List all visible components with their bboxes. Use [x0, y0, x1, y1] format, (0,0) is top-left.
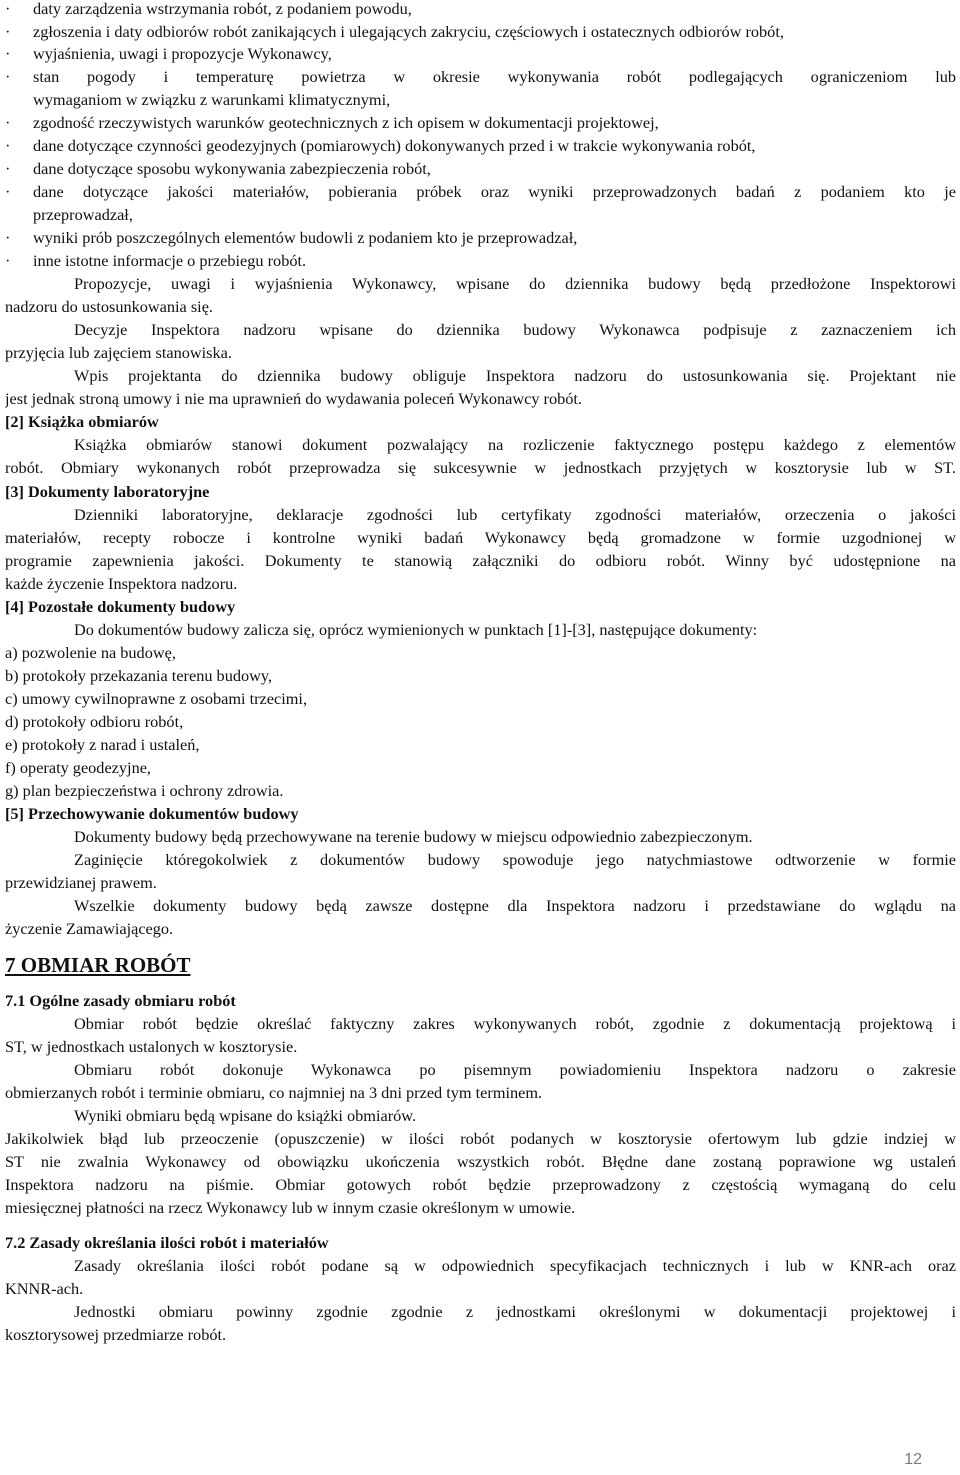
list-item: inne istotne informacje o przebiegu robót. — [33, 251, 307, 270]
paragraph-line: miesięcznej płatności na rzecz Wykonawcy lub w innym czasie określonym w umowie. — [5, 1198, 576, 1217]
paragraph-line: nadzoru do ustosunkowania się. — [5, 297, 213, 316]
paragraph-line: Wpis projektanta do dziennika budowy obliguje Inspektora nadzoru do ustosunkowania się. Projektant nie — [74, 366, 956, 385]
subsection-heading: 7.2 Zasady określania ilości robót i materiałów — [5, 1233, 329, 1252]
paragraph-line: przewidzianej prawem. — [5, 873, 157, 892]
page-number: 12 — [904, 1451, 922, 1468]
list-item-continuation: wymaganiom w związku z warunkami klimatycznymi, — [33, 90, 391, 109]
paragraph-line: KNNR-ach. — [5, 1279, 84, 1298]
bullet-marker: · — [5, 44, 11, 63]
bullet-marker: · — [5, 22, 11, 41]
bullet-marker: · — [5, 228, 11, 247]
section-heading: [5] Przechowywanie dokumentów budowy — [5, 804, 299, 823]
paragraph-line: Wyniki obmiaru będą wpisane do książki obmiarów. — [74, 1106, 417, 1125]
paragraph-line: życzenie Zamawiającego. — [5, 919, 174, 938]
paragraph-line: Inspektora nadzoru na piśmie. Obmiar gotowych robót będzie przeprowadzony z częstością wymaganą do celu — [5, 1175, 956, 1194]
list-item: dane dotyczące czynności geodezyjnych (pomiarowych) dokonywanych przed i w trakcie wykonywania robót, — [33, 136, 756, 155]
paragraph-line: Wszelkie dokumenty budowy będą zawsze dostępne dla Inspektora nadzoru i przedstawiane do wglądu na — [74, 896, 956, 915]
paragraph-line: Dokumenty budowy będą przechowywane na terenie budowy w miejscu odpowiednio zabezpieczonym. — [74, 827, 753, 846]
list-item: a) pozwolenie na budowę, — [5, 643, 176, 662]
paragraph-line: programie zapewnienia jakości. Dokumenty te stanowią załączniki do odbioru robót. Winny być udostępnione na — [5, 551, 956, 570]
list-item: dane dotyczące jakości materiałów, pobierania próbek oraz wyniki przeprowadzonych badań z podaniem kto je — [33, 182, 956, 201]
paragraph-line: robót. Obmiary wykonanych robót przeprowadza się sukcesywnie w jednostkach przyjętych w kosztorysie lub w ST. — [5, 458, 956, 477]
bullet-marker: · — [5, 159, 11, 178]
paragraph-line: Propozycje, uwagi i wyjaśnienia Wykonawcy, wpisane do dziennika budowy będą przedłożone Inspektorowi — [74, 274, 956, 293]
list-item: dane dotyczące sposobu wykonywania zabezpieczenia robót, — [33, 159, 431, 178]
bullet-marker: · — [5, 0, 11, 18]
list-item: zgłoszenia i daty odbiorów robót zanikających i ulegających zakryciu, częściowych i ostatecznych odbiorów robót, — [33, 22, 784, 41]
list-item: e) protokoły z narad i ustaleń, — [5, 735, 200, 754]
list-item: daty zarządzenia wstrzymania robót, z podaniem powodu, — [33, 0, 412, 18]
paragraph-line: Jakikolwiek błąd lub przeoczenie (opuszczenie) w ilości robót podanych w kosztorysie ofertowym lub gdzie indziej w — [5, 1129, 956, 1148]
section-heading: [2] Książka obmiarów — [5, 412, 159, 431]
list-item: stan pogody i temperaturę powietrza w okresie wykonywania robót podlegających ograniczeniom lub — [33, 67, 956, 86]
paragraph-line: ST nie zwalnia Wykonawcy od obowiązku ukończenia wszystkich robót. Błędne dane zostaną poprawione wg ustaleń — [5, 1152, 956, 1171]
paragraph-line: Zasady określania ilości robót podane są w odpowiednich specyfikacjach technicznych i lub w KNR-ach oraz — [74, 1256, 956, 1275]
list-item: wyjaśnienia, uwagi i propozycje Wykonawcy, — [33, 44, 332, 63]
list-item: zgodność rzeczywistych warunków geotechnicznych z ich opisem w dokumentacji projektowej, — [33, 113, 659, 132]
list-item: wyniki prób poszczególnych elementów budowli z podaniem kto je przeprowadzał, — [33, 228, 578, 247]
paragraph-line: Książka obmiarów stanowi dokument pozwalający na rozliczenie faktycznego postępu każdego z elementów — [74, 435, 956, 454]
list-item: d) protokoły odbioru robót, — [5, 712, 184, 731]
bullet-marker: · — [5, 251, 11, 270]
list-item-continuation: przeprowadzał, — [33, 205, 133, 224]
section-heading: [3] Dokumenty laboratoryjne — [5, 482, 210, 501]
paragraph-line: obmierzanych robót i terminie obmiaru, co najmniej na 3 dni przed tym terminem. — [5, 1083, 543, 1102]
paragraph-line: Dzienniki laboratoryjne, deklaracje zgodności lub certyfikaty zgodności materiałów, orzeczenia o jakości — [74, 505, 956, 524]
paragraph-line: Zaginięcie któregokolwiek z dokumentów budowy spowoduje jego natychmiastowe odtworzenie w formie — [74, 850, 956, 869]
list-item: c) umowy cywilnoprawne z osobami trzecimi, — [5, 689, 308, 708]
paragraph-line: jest jednak stroną umowy i nie ma uprawnień do wydawania poleceń Wykonawcy robót. — [5, 389, 582, 408]
paragraph-line: Decyzje Inspektora nadzoru wpisane do dziennika budowy Wykonawca podpisuje z zaznaczeniem ich — [74, 320, 956, 339]
paragraph-line: każde życzenie Inspektora nadzoru. — [5, 574, 238, 593]
paragraph-line: materiałów, recepty robocze i kontrolne wyniki badań Wykonawcy będą gromadzone w formie uzgodnionej w — [5, 528, 956, 547]
paragraph-line: ST, w jednostkach ustalonych w kosztorysie. — [5, 1037, 298, 1056]
paragraph-line: kosztorysowej przedmiarze robót. — [5, 1325, 227, 1344]
subsection-heading: 7.1 Ogólne zasady obmiaru robót — [5, 991, 236, 1010]
bullet-marker: · — [5, 136, 11, 155]
paragraph-line: Jednostki obmiaru powinny zgodnie zgodnie z jednostkami określonymi w dokumentacji projektowej i — [74, 1302, 956, 1321]
paragraph-line: Obmiar robót będzie określać faktyczny zakres wykonywanych robót, zgodnie z dokumentacją projektową i — [74, 1014, 956, 1033]
list-item: f) operaty geodezyjne, — [5, 758, 152, 777]
section-heading: [4] Pozostałe dokumenty budowy — [5, 597, 236, 616]
bullet-marker: · — [5, 113, 11, 132]
paragraph-line: przyjęcia lub zajęciem stanowiska. — [5, 343, 232, 362]
chapter-title: 7 OBMIAR ROBÓT — [5, 953, 191, 977]
list-item: b) protokoły przekazania terenu budowy, — [5, 666, 273, 685]
paragraph-line: Obmiaru robót dokonuje Wykonawca po pisemnym powiadomieniu Inspektora nadzoru o zakresie — [74, 1060, 956, 1079]
bullet-marker: · — [5, 182, 11, 201]
bullet-marker: · — [5, 67, 11, 86]
paragraph-line: Do dokumentów budowy zalicza się, oprócz wymienionych w punktach [1]-[3], następujące dokumenty: — [74, 620, 758, 639]
list-item: g) plan bezpieczeństwa i ochrony zdrowia. — [5, 781, 284, 800]
